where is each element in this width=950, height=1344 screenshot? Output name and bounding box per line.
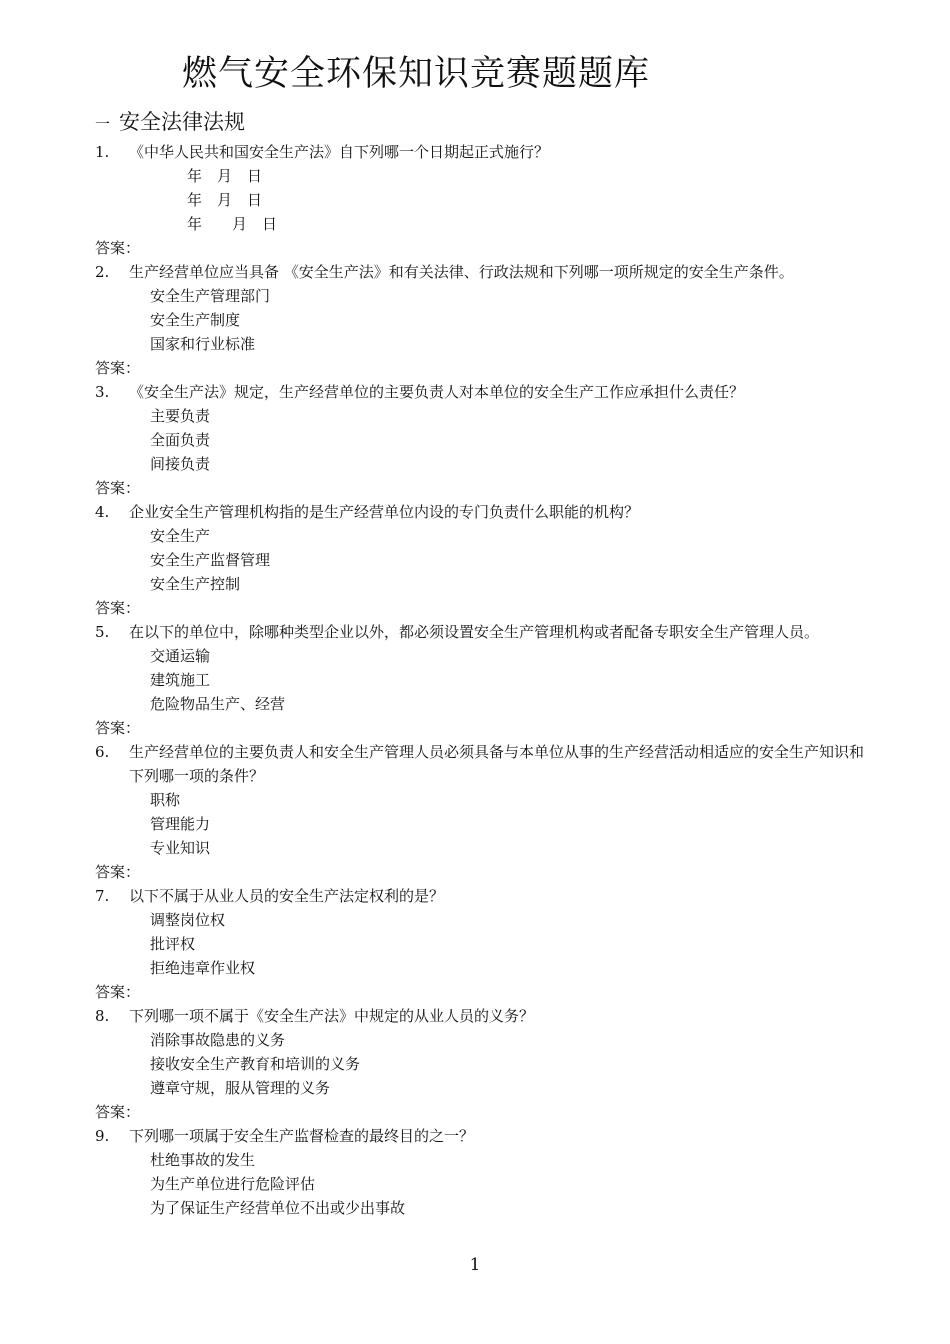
- answer-option: 为生产单位进行危险评估: [150, 1175, 316, 1193]
- answer-option: 安全生产: [150, 527, 211, 545]
- question-body: 《安全生产法》规定，生产经营单位的主要负责人对本单位的安全生产工作应承担什么责任？: [129, 383, 745, 401]
- answer-option: 消除事故隐患的义务: [150, 1031, 286, 1049]
- answer-option: 国家和行业标准: [150, 335, 256, 353]
- question-block: [95, 140, 865, 260]
- answer-option: 安全生产制度: [150, 311, 241, 329]
- question-block: [95, 1004, 865, 1124]
- question-text: [95, 500, 865, 524]
- answer-option: 遵章守规，服从管理的义务: [150, 1079, 331, 1097]
- answer-option: 批评权: [150, 935, 196, 953]
- question-text: [95, 620, 865, 644]
- question-block: [95, 260, 865, 380]
- answer-option: 专业知识: [150, 839, 211, 857]
- question-block: [95, 1124, 865, 1220]
- question-body: 企业安全生产管理机构指的是生产经营单位内设的专门负责什么职能的机构？: [129, 503, 640, 521]
- answer-label: 答案：: [95, 983, 141, 1001]
- question-body: 《中华人民共和国安全生产法》自下列哪一个日期起正式施行？: [129, 143, 550, 161]
- answer-option: 安全生产监督管理: [150, 551, 271, 569]
- answer-option: 间接负责: [150, 455, 211, 473]
- question-text: [95, 140, 865, 164]
- question-number: 1.: [95, 143, 110, 161]
- question-number: 7.: [95, 887, 110, 905]
- question-block: [95, 740, 865, 884]
- question-number: 3.: [95, 383, 110, 401]
- answer-option: 接收安全生产教育和培训的义务: [150, 1055, 361, 1073]
- question-text: [95, 740, 865, 788]
- answer-option: 主要负责: [150, 407, 211, 425]
- question-body: 下列哪一项不属于《安全生产法》中规定的从业人员的义务？: [129, 1007, 535, 1025]
- answer-label: 答案：: [95, 359, 141, 377]
- page-number: 1: [469, 1255, 481, 1275]
- section-number: 一: [95, 115, 111, 133]
- document-title: 燃气安全环保知识竞赛题题库: [182, 54, 651, 94]
- answer-option: 全面负责: [150, 431, 211, 449]
- answer-option: 建筑施工: [150, 671, 211, 689]
- answer-option: 调整岗位权: [150, 911, 226, 929]
- answer-label: 答案：: [95, 239, 141, 257]
- answer-label: 答案：: [95, 479, 141, 497]
- question-number: 5.: [95, 623, 110, 641]
- answer-option: 拒绝违章作业权: [150, 959, 256, 977]
- question-number: 6.: [95, 743, 110, 761]
- question-text: [95, 884, 865, 908]
- question-number: 4.: [95, 503, 110, 521]
- answer-label: 答案：: [95, 719, 141, 737]
- question-body: 在以下的单位中，除哪种类型企业以外，都必须设置安全生产管理机构或者配备专职安全生产管理人员。: [129, 623, 820, 641]
- question-number: 2.: [95, 263, 110, 281]
- question-number: 9.: [95, 1127, 110, 1145]
- answer-label: 答案：: [95, 863, 141, 881]
- answer-option: 年 月 日: [187, 167, 263, 185]
- question-body: 生产经营单位应当具备 《安全生产法》和有关法律、行政法规和下列哪一项所规定的安全生产条件。: [129, 263, 794, 281]
- section-heading: [95, 108, 245, 138]
- question-block: [95, 620, 865, 740]
- question-block: [95, 380, 865, 500]
- answer-option: 交通运输: [150, 647, 211, 665]
- question-list: [95, 140, 865, 1220]
- question-block: [95, 884, 865, 1004]
- question-number: 8.: [95, 1007, 110, 1025]
- section-title: 安全法律法规: [119, 110, 245, 134]
- question-body: 以下不属于从业人员的安全生产法定权利的是？: [129, 887, 445, 905]
- answer-option: 为了保证生产经营单位不出或少出事故: [150, 1199, 406, 1217]
- question-text: [95, 260, 865, 284]
- question-block: [95, 500, 865, 620]
- question-body: 下列哪一项属于安全生产监督检查的最终目的之一？: [129, 1127, 475, 1145]
- answer-option: 管理能力: [150, 815, 211, 833]
- question-body: 生产经营单位的主要负责人和安全生产管理人员必须具备与本单位从事的生产经营活动相适应的安全生产知识和下列哪一项的条件？: [129, 743, 865, 785]
- answer-option: 杜绝事故的发生: [150, 1151, 256, 1169]
- answer-option: 危险物品生产、经营: [150, 695, 286, 713]
- question-text: [95, 1124, 865, 1148]
- question-text: [95, 380, 865, 404]
- answer-option: 职称: [150, 791, 181, 809]
- answer-label: 答案：: [95, 599, 141, 617]
- answer-option: 年 月 日: [187, 215, 278, 233]
- question-text: [95, 1004, 865, 1028]
- answer-label: 答案：: [95, 1103, 141, 1121]
- answer-option: 年 月 日: [187, 191, 263, 209]
- answer-option: 安全生产管理部门: [150, 287, 271, 305]
- answer-option: 安全生产控制: [150, 575, 241, 593]
